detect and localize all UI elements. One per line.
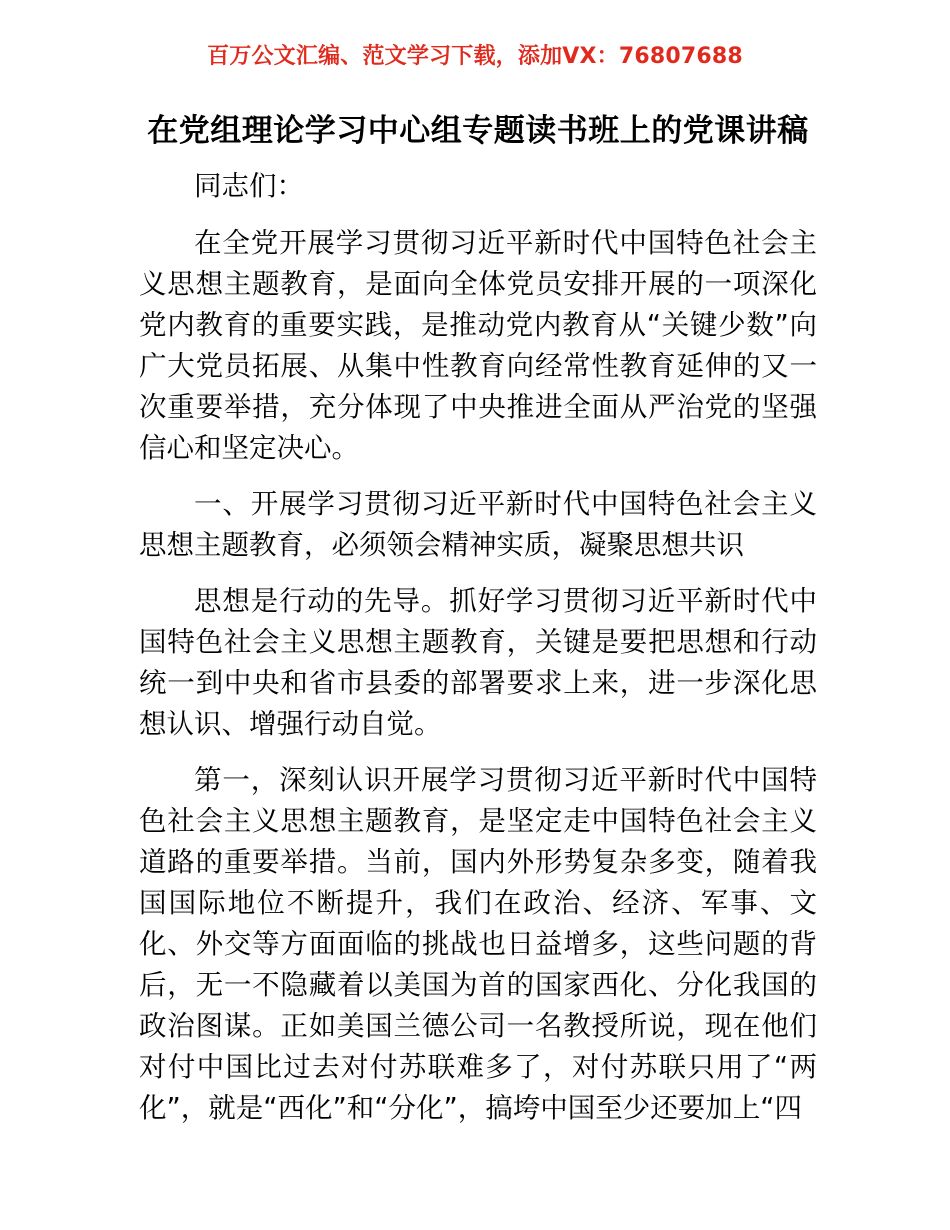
salutation: 同志们：: [194, 170, 304, 202]
promo-banner: [0, 46, 950, 68]
paragraph-first-point: 第一，深刻认识开展学习贯彻习近平新时代中国特色社会主义思想主题教育，是坚定走中国特色社会主义道路的重要举措。当前，国内外形势复杂多变，随着我国国际地位不断提升，我们在政治、经济、军事、文化、外交等方面面临的挑战也日益增多，这些问题的背后，无一不隐藏着以美国为首的国家西化、分化我国的政治图谋。正如美国兰德公司一名教授所说，现在他们对付中国比过去对付苏联难多了，对付苏联只用了“两化”，就是“西化”和“分化”，搞垮中国至少还要加上“四: [139, 764, 817, 1124]
promo-banner-text: 百万公文汇编、范文学习下载，添加VX：76807688: [207, 44, 743, 69]
document-title: 在党组理论学习中心组专题读书班上的党课讲稿: [147, 113, 809, 149]
document-body: [139, 108, 817, 1129]
paragraph-thought-leads-action: 思想是行动的先导。抓好学习贯彻习近平新时代中国特色社会主义思想主题教育，关键是要把思想和行动统一到中央和省市县委的部署要求上来，进一步深化思想认识、增强行动自觉。: [139, 585, 817, 740]
section-heading-1: 一、开展学习贯彻习近平新时代中国特色社会主义思想主题教育，必须领会精神实质，凝聚思想共识: [139, 488, 817, 561]
paragraph-intro: 在全党开展学习贯彻习近平新时代中国特色社会主义思想主题教育，是面向全体党员安排开展的一项深化党内教育的重要实践，是推动党内教育从“关键少数”向广大党员拓展、从集中性教育向经常性教育延伸的又一次重要举措，充分体现了中央推进全面从严治党的坚强信心和坚定决心。: [139, 227, 817, 464]
